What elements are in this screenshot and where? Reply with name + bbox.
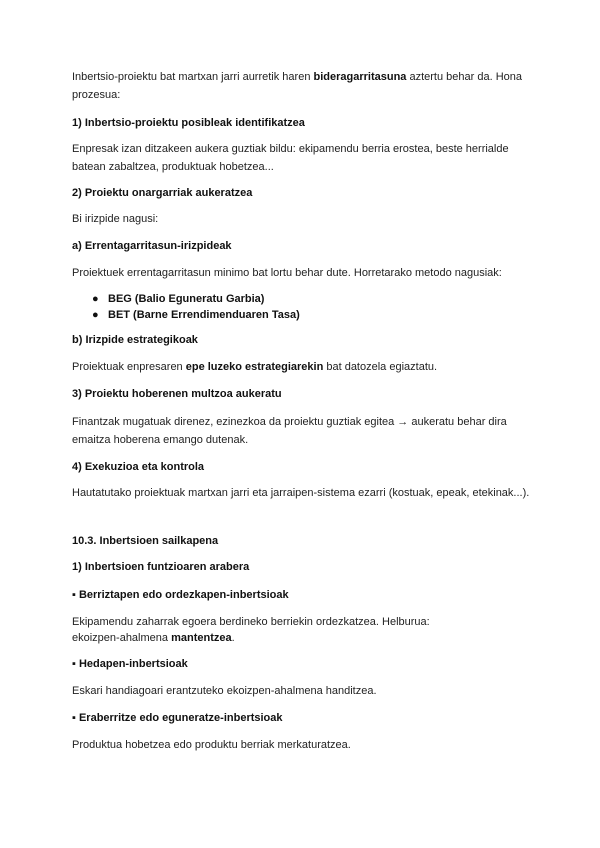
criteria-a-heading: a) Errentagarritasun-irizpideak	[72, 240, 232, 252]
modernization-text: Produktua hobetzea edo produktu berriak merkaturatzea.	[72, 739, 351, 751]
step2-heading: 2) Proiektu onargarriak aukeratzea	[72, 187, 253, 199]
function-heading: 1) Inbertsioen funtzioaren arabera	[72, 561, 250, 573]
methods-list	[72, 291, 532, 323]
replacement-heading: ▪ Berriztapen edo ordezkapen-inbertsioak	[72, 589, 289, 601]
replacement-line1: Ekipamendu zaharrak egoera berdineko berriekin ordezkatzea. Helburua:	[72, 616, 430, 628]
criteria-a-text: Proiektuek errentagarritasun minimo bat lortu behar dute. Horretarako metodo nagusiak:	[72, 267, 502, 279]
section-heading: 10.3. Inbertsioen sailkapena	[72, 535, 219, 547]
step1-text: Enpresak izan ditzakeen aukera guztiak bildu: ekipamendu berria erostea, beste herrialde batean zabaltzea, produktuak hobetzea...	[72, 143, 509, 173]
intro-bold-term: bideragarritasuna	[313, 71, 407, 83]
intro-paragraph: Inbertsio-proiektu bat martxan jarri aurretik haren bideragarritasuna aztertu behar da. Hona prozesua:	[72, 71, 522, 101]
list-item: ● BEG (Balio Eguneratu Garbia)	[92, 293, 265, 305]
step3-text: Finantzak mugatuak direnez, ezinezkoa da proiektu guztiak egitea → aukeratu behar dira emaitza hoberena emango dutenak.	[72, 416, 507, 446]
step3-heading: 3) Proiektu hoberenen multzoa aukeratu	[72, 388, 282, 400]
bullet-icon: ●	[92, 309, 99, 321]
step2-text: Bi irizpide nagusi:	[72, 213, 159, 225]
bullet-icon: ●	[92, 293, 99, 305]
criteria-b-text: Proiektuak enpresaren epe luzeko estrategiarekin bat datozela egiaztatu.	[72, 361, 438, 373]
step4-heading: 4) Exekuzioa eta kontrola	[72, 461, 205, 473]
expansion-text: Eskari handiagoari erantzuteko ekoizpen-ahalmena handitzea.	[72, 685, 377, 697]
step1-heading: 1) Inbertsio-proiektu posibleak identifikatzea	[72, 117, 305, 129]
modernization-heading: ▪ Eraberritze edo eguneratze-inbertsioak	[72, 712, 283, 724]
expansion-heading: ▪ Hedapen-inbertsioak	[72, 658, 188, 670]
replacement-line2: ekoizpen-ahalmena mantentzea.	[72, 632, 235, 644]
list-item: ● BET (Barne Errendimenduaren Tasa)	[92, 309, 300, 321]
criteria-b-heading: b) Irizpide estrategikoak	[72, 334, 198, 346]
step4-text: Hautatutako proiektuak martxan jarri eta jarraipen-sistema ezarri (kostuak, epeak, etekinak...).	[72, 487, 530, 499]
